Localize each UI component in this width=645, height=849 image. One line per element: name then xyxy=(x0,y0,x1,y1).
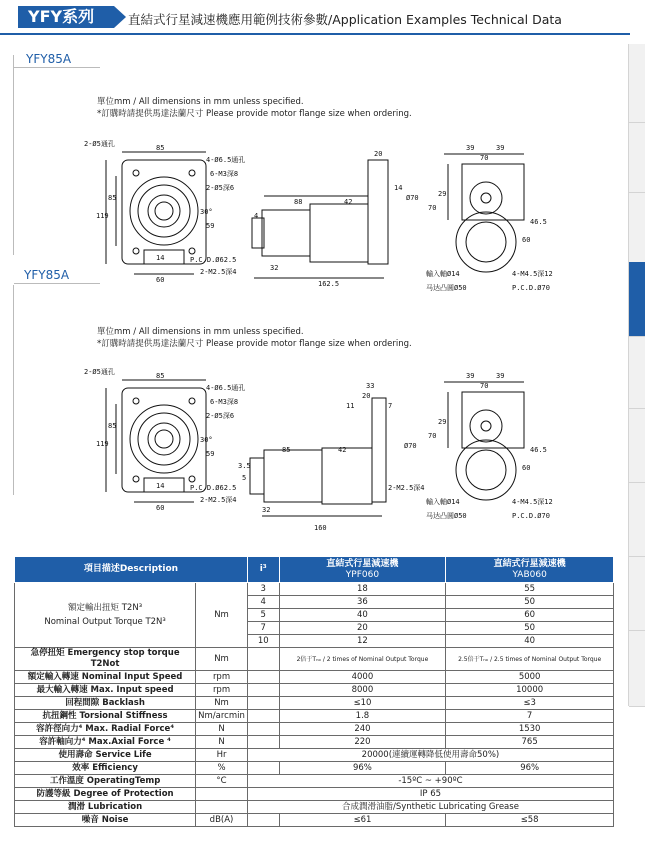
dim-front-angle: 30° xyxy=(200,436,213,444)
dim-front-m25: 2-M2.5深4 xyxy=(200,268,237,276)
units-note: 單位mm / All dimensions in mm unless specified. xyxy=(97,97,304,107)
dim-side-4: 4 xyxy=(254,212,259,220)
row-label: 潤滑 Lubrication xyxy=(15,801,196,814)
header-description: 項目描述Description xyxy=(15,557,248,583)
dim-end-60: 60 xyxy=(522,464,531,472)
row-value-a: 220 xyxy=(279,736,446,749)
row-value-span: IP 65 xyxy=(247,788,613,801)
dim-front-width: 85 xyxy=(156,372,165,380)
row-label: 噪音 Noise xyxy=(15,814,196,827)
col1-en: YPF060 xyxy=(345,569,380,580)
torque-label xyxy=(15,583,196,648)
dim-front-tap: 6-M3深8 xyxy=(210,398,239,406)
series-badge: YFY系列 xyxy=(18,6,114,28)
dim-end-465: 46.5 xyxy=(530,218,547,226)
dim-side-42: 42 xyxy=(344,198,353,206)
dim-front-height: 119 xyxy=(96,440,109,448)
row-ratio-empty xyxy=(247,648,279,671)
col2-cn: 直結式行星減速機 xyxy=(493,558,566,569)
row-ratio-empty xyxy=(247,710,279,723)
dim-front-inner: 85 xyxy=(108,422,117,430)
row-value-span: 合成潤滑油脂/Synthetic Lubricating Grease xyxy=(247,801,613,814)
dim-end-39b: 39 xyxy=(496,372,505,380)
ratio-cell: 10 xyxy=(247,635,279,648)
flange-note: *訂購時請提供馬達法蘭尺寸 Please provide motor flange size when ordering. xyxy=(97,109,412,119)
row-value-a: 4000 xyxy=(279,671,446,684)
dim-side-35: 3.5 xyxy=(238,462,251,470)
dim-side-88: 88 xyxy=(294,198,303,206)
dim-front-depth: 2-Ø5深6 xyxy=(206,184,235,192)
torque-unit: Nm xyxy=(196,583,248,648)
side-tab[interactable] xyxy=(629,44,645,123)
row-ratio-empty xyxy=(247,762,279,775)
dim-side-11: 11 xyxy=(346,402,355,410)
side-tab[interactable] xyxy=(629,556,645,631)
dim-front-width: 85 xyxy=(156,144,165,152)
table-row xyxy=(15,723,614,736)
dim-front-pcd: P.C.D.Ø62.5 xyxy=(190,256,237,264)
row-unit: % xyxy=(196,762,248,775)
table-row xyxy=(15,775,614,788)
row-ratio-empty xyxy=(247,697,279,710)
ratio-cell: 4 xyxy=(247,596,279,609)
row-unit: dB(A) xyxy=(196,814,248,827)
dim-end-shaft: 輸入軸Ø14 xyxy=(426,270,460,278)
side-view xyxy=(250,398,386,516)
row-value-a: ≤10 xyxy=(279,697,446,710)
drawing-section-2 xyxy=(82,366,572,538)
row-ratio-empty xyxy=(247,684,279,697)
side-tab-active[interactable] xyxy=(629,262,645,337)
header-ratio: i³ xyxy=(247,557,279,583)
dim-end-29: 29 xyxy=(438,190,447,198)
dim-end-pcd: P.C.D.Ø70 xyxy=(512,512,550,520)
row-unit: N xyxy=(196,723,248,736)
row-label: 額定輸入轉速 Nominal Input Speed xyxy=(15,671,196,684)
dim-front-holes: 2-Ø5通孔 xyxy=(84,368,115,376)
value-cell: 50 xyxy=(446,622,614,635)
dim-side-length: 160 xyxy=(314,524,327,532)
dim-end-70: 70 xyxy=(480,154,489,162)
side-tab[interactable] xyxy=(629,336,645,409)
torque-label-cn: 額定輸出扭矩 T2N³ xyxy=(68,602,143,613)
row-label: 最大輸入轉速 Max. Input speed xyxy=(15,684,196,697)
row-label: 容許徑向力⁴ Max. Radial Force⁴ xyxy=(15,723,196,736)
side-tab[interactable] xyxy=(629,122,645,193)
model-rule xyxy=(14,283,100,284)
table-row xyxy=(15,749,614,762)
row-value-a: 96% xyxy=(279,762,446,775)
row-value-b: 7 xyxy=(446,710,614,723)
page-title: 直結式行星減速機應用範例技術參數/Application Examples Technical Data xyxy=(128,12,562,27)
model-label: YFY85A xyxy=(24,268,70,282)
torque-label-en: Nominal Output Torque T2N³ xyxy=(44,616,166,627)
row-label: 抗扭鋼性 Torsional Stiffness xyxy=(15,710,196,723)
value-cell: 18 xyxy=(279,583,446,596)
dim-side-7: 7 xyxy=(388,402,393,410)
header-col2 xyxy=(446,557,614,583)
value-cell: 36 xyxy=(279,596,446,609)
dim-side-70: Ø70 xyxy=(404,442,417,450)
table-row xyxy=(15,684,614,697)
row-value-b: 765 xyxy=(446,736,614,749)
dim-side-5: 5 xyxy=(242,474,247,482)
dim-front-60: 60 xyxy=(156,504,165,512)
table-row xyxy=(15,788,614,801)
row-value-span: 20000(連續運轉降低使用壽命50%) xyxy=(247,749,613,762)
section-divider xyxy=(13,55,14,255)
dim-end-60: 60 xyxy=(522,236,531,244)
row-value-b: 5000 xyxy=(446,671,614,684)
side-tab[interactable] xyxy=(629,192,645,263)
dim-front-tap: 6-M3深8 xyxy=(210,170,239,178)
dim-front-height: 119 xyxy=(96,212,109,220)
row-ratio-empty xyxy=(247,814,279,827)
col2-en: YAB060 xyxy=(512,569,547,580)
row-unit: Nm xyxy=(196,648,248,671)
value-cell: 20 xyxy=(279,622,446,635)
row-value-a: ≤61 xyxy=(279,814,446,827)
value-cell: 12 xyxy=(279,635,446,648)
table-row xyxy=(15,736,614,749)
table-row xyxy=(15,814,614,827)
row-value-span: -15ºC ~ +90ºC xyxy=(247,775,613,788)
ratio-cell: 7 xyxy=(247,622,279,635)
dim-side-33: 33 xyxy=(366,382,375,390)
side-tab-strip xyxy=(628,44,645,706)
dim-front-pcd: P.C.D.Ø62.5 xyxy=(190,484,237,492)
row-unit xyxy=(196,801,248,814)
value-cell: 60 xyxy=(446,609,614,622)
dim-side-length: 162.5 xyxy=(318,280,340,288)
table-row xyxy=(15,671,614,684)
row-value-a: 2倍于Tₙₒ / 2 times of Nominal Output Torque xyxy=(279,648,446,671)
page-header xyxy=(0,0,630,38)
row-value-a: 240 xyxy=(279,723,446,736)
dim-front-mount: 4-Ø6.5通孔 xyxy=(206,384,246,392)
row-label: 回程間隙 Backlash xyxy=(15,697,196,710)
dim-side-85: 85 xyxy=(282,446,291,454)
row-value-a: 8000 xyxy=(279,684,446,697)
row-label: 防護等級 Degree of Protection xyxy=(15,788,196,801)
table-row xyxy=(15,583,614,596)
row-value-b: 1530 xyxy=(446,723,614,736)
dim-side-20: 20 xyxy=(374,150,383,158)
flange-note: *訂購時請提供馬達法蘭尺寸 Please provide motor flange size when ordering. xyxy=(97,339,412,349)
side-tab[interactable] xyxy=(629,630,645,707)
dim-front-60: 60 xyxy=(156,276,165,284)
spec-table xyxy=(14,556,614,827)
value-cell: 40 xyxy=(446,635,614,648)
dim-side-20: 20 xyxy=(362,392,371,400)
row-value-a: 1.8 xyxy=(279,710,446,723)
row-unit: Nm/arcmin xyxy=(196,710,248,723)
table-row xyxy=(15,697,614,710)
dim-front-depth: 2-Ø5深6 xyxy=(206,412,235,420)
row-value-b: 96% xyxy=(446,762,614,775)
side-tab[interactable] xyxy=(629,408,645,483)
header-rule xyxy=(0,33,630,35)
dim-side-32: 32 xyxy=(270,264,279,272)
value-cell: 40 xyxy=(279,609,446,622)
value-cell: 55 xyxy=(446,583,614,596)
drawing-section-1 xyxy=(82,138,572,298)
dim-front-angle: 30° xyxy=(200,208,213,216)
dim-end-bolts: 4-M4.5深12 xyxy=(512,270,553,278)
dim-end-shaft: 輸入軸Ø14 xyxy=(426,498,460,506)
dim-end-465: 46.5 xyxy=(530,446,547,454)
side-tab[interactable] xyxy=(629,482,645,557)
value-cell: 50 xyxy=(446,596,614,609)
row-label: 容許軸向力⁴ Max.Axial Force ⁴ xyxy=(15,736,196,749)
dim-side-m25: 2-M2.5深4 xyxy=(388,484,425,492)
row-ratio-empty xyxy=(247,671,279,684)
table-row xyxy=(15,648,614,671)
dim-front-mount: 4-Ø6.5通孔 xyxy=(206,156,246,164)
dim-side-42: 42 xyxy=(338,446,347,454)
row-label: 使用壽命 Service Life xyxy=(15,749,196,762)
dim-end-70: 70 xyxy=(480,382,489,390)
dim-front-14: 14 xyxy=(156,482,165,490)
row-unit: rpm xyxy=(196,671,248,684)
section-divider xyxy=(13,285,14,495)
model-rule xyxy=(14,67,100,68)
dim-end-39a: 39 xyxy=(466,144,475,152)
dim-end-29: 29 xyxy=(438,418,447,426)
dim-end-70v: 70 xyxy=(428,432,437,440)
row-ratio-empty xyxy=(247,736,279,749)
dim-side-32: 32 xyxy=(262,506,271,514)
table-body xyxy=(15,583,614,827)
units-note: 單位mm / All dimensions in mm unless specified. xyxy=(97,327,304,337)
row-unit: Nm xyxy=(196,697,248,710)
dim-end-pilot: 马达凸圆Ø50 xyxy=(426,284,467,292)
row-value-b: 2.5倍于Tₙₒ / 2.5 times of Nominal Output Torque xyxy=(446,648,614,671)
ratio-cell: 3 xyxy=(247,583,279,596)
row-unit xyxy=(196,788,248,801)
table-header-row xyxy=(15,557,614,583)
dim-front-holes: 2-Ø5通孔 xyxy=(84,140,115,148)
dim-front-m25: 2-M2.5深4 xyxy=(200,496,237,504)
row-label: 工作溫度 OperatingTemp xyxy=(15,775,196,788)
side-view xyxy=(252,160,388,278)
header-col1 xyxy=(279,557,446,583)
dim-front-14: 14 xyxy=(156,254,165,262)
dim-front-59: 59 xyxy=(206,222,215,230)
row-unit: N xyxy=(196,736,248,749)
col1-cn: 直結式行星減速機 xyxy=(326,558,399,569)
dim-side-70: Ø70 xyxy=(406,194,419,202)
dim-end-39a: 39 xyxy=(466,372,475,380)
row-value-b: ≤58 xyxy=(446,814,614,827)
ratio-cell: 5 xyxy=(247,609,279,622)
end-view xyxy=(444,382,524,500)
dim-front-59: 59 xyxy=(206,450,215,458)
row-unit: rpm xyxy=(196,684,248,697)
row-label: 效率 Efficiency xyxy=(15,762,196,775)
row-unit: °C xyxy=(196,775,248,788)
row-unit: Hr xyxy=(196,749,248,762)
dim-end-70v: 70 xyxy=(428,204,437,212)
row-value-b: ≤3 xyxy=(446,697,614,710)
dim-front-inner: 85 xyxy=(108,194,117,202)
dim-end-39b: 39 xyxy=(496,144,505,152)
dim-side-14: 14 xyxy=(394,184,403,192)
table-row xyxy=(15,710,614,723)
dim-end-bolts: 4-M4.5深12 xyxy=(512,498,553,506)
dim-end-pcd: P.C.D.Ø70 xyxy=(512,284,550,292)
table-row xyxy=(15,762,614,775)
row-ratio-empty xyxy=(247,723,279,736)
row-label: 急停扭矩 Emergency stop torque T2Not xyxy=(15,648,196,671)
table-row xyxy=(15,801,614,814)
end-view xyxy=(444,154,524,272)
dim-end-pilot: 马达凸圆Ø50 xyxy=(426,512,467,520)
model-label: YFY85A xyxy=(26,52,72,66)
row-value-b: 10000 xyxy=(446,684,614,697)
